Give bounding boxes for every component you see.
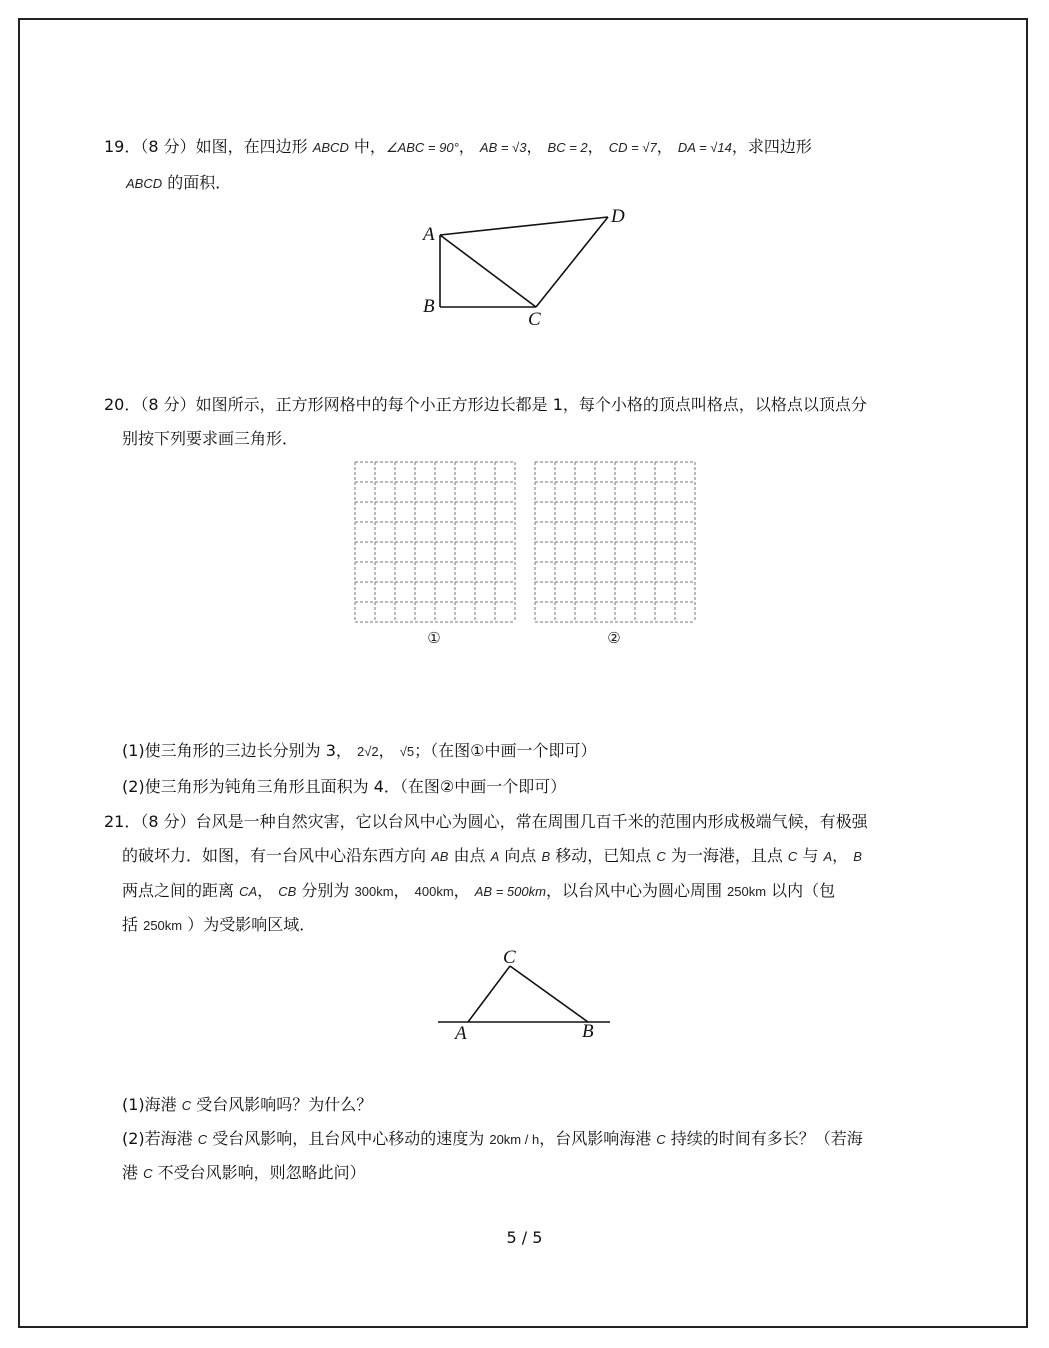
q19-text-line2: ABCD 的面积． <box>126 173 232 192</box>
q21-label-a: A <box>455 1023 467 1044</box>
q19-label-b: B <box>423 296 435 317</box>
q21-label-c: C <box>503 947 516 968</box>
q20-text-line2: 别按下列要求画三角形． <box>122 429 299 448</box>
q21-label-b: B <box>582 1021 594 1042</box>
q21-part1: (1)海港 C 受台风影响吗？为什么？ <box>122 1095 373 1114</box>
q21-text-line1: 21．（8 分）台风是一种自然灾害，它以台风中心为圆心，常在周围几百千米的范围内形成极端气候，有极强 <box>104 812 868 831</box>
q21-text-line2: 的破坏力．如图，有一台风中心沿东西方向 AB 由点 A 向点 B 移动，已知点 C 为一海港，且点 C 与 A， B <box>122 846 862 865</box>
page-number: 5 / 5 <box>506 1228 543 1247</box>
q21-text-line4: 括 250km ）为受影响区域． <box>122 915 316 934</box>
q20-part2: (2)使三角形为钝角三角形且面积为 4．（在图②中画一个即可） <box>122 777 567 796</box>
q21-text-line3: 两点之间的距离 CA， CB 分别为 300km， 400km， AB = 500km，以台风中心为圆心周围 250km 以内（包 <box>122 881 836 900</box>
q21-part2-line2: 港 C 不受台风影响，则忽略此问） <box>122 1163 366 1182</box>
q21-side-ac <box>468 966 510 1022</box>
q21-side-cb <box>510 966 588 1022</box>
q19-text-line1: 19．（8 分）如图，在四边形 ABCD 中，∠ABC = 90°， AB = √3， BC = 2， CD = √7， DA = √14，求四边形 <box>104 137 812 156</box>
q19-label-c: C <box>528 309 541 330</box>
q21-part2-line1: (2)若海港 C 受台风影响，且台风中心移动的速度为 20km / h，台风影响海港 C 持续的时间有多长？（若海 <box>122 1129 863 1148</box>
grid-2-caption: ② <box>607 629 621 647</box>
q20-text-line1: 20．（8 分）如图所示，正方形网格中的每个小正方形边长都是 1，每个小格的顶点叫格点，以格点以顶点分 <box>104 395 867 414</box>
q19-label-d: D <box>611 206 625 227</box>
q20-part1: (1)使三角形的三边长分别为 3， 2√2， √5；（在图①中画一个即可） <box>122 741 597 760</box>
q19-label-a: A <box>423 224 435 245</box>
grid-1-caption: ① <box>427 629 441 647</box>
